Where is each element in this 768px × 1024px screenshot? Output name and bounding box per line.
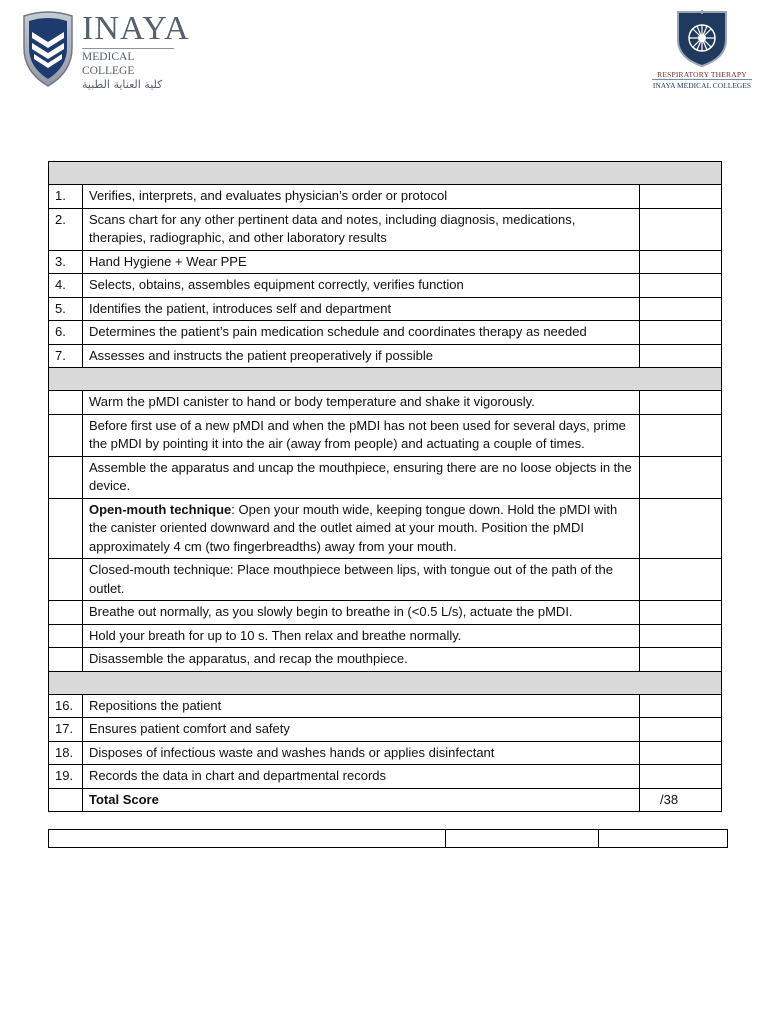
step-text: Closed-mouth technique: Place mouthpiece between lips, with tongue out of the path of the outlet. (83, 559, 640, 601)
table-row (49, 624, 722, 648)
table-row (49, 694, 722, 718)
step-number: 6. (49, 321, 83, 345)
score-cell[interactable] (640, 297, 722, 321)
table-row (49, 765, 722, 789)
section-header-row (49, 368, 722, 391)
step-text: Breathe out normally, as you slowly begin to breathe in (<0.5 L/s), actuate the pMDI. (83, 601, 640, 625)
total-score-row (49, 788, 722, 812)
step-number: 1. (49, 185, 83, 209)
logo-caption-1: RESPIRATORY THERAPY (657, 70, 747, 79)
score-cell[interactable] (640, 741, 722, 765)
step-text: Disassemble the apparatus, and recap the mouthpiece. (83, 648, 640, 672)
score-cell[interactable] (640, 250, 722, 274)
step-number: 18. (49, 741, 83, 765)
logo-name: INAYA (82, 10, 190, 47)
shield-emblem-icon (20, 10, 76, 88)
table-row (49, 274, 722, 298)
signature-cell-middle[interactable] (446, 830, 599, 848)
step-text (83, 498, 640, 559)
table-row (49, 185, 722, 209)
signature-cell-right[interactable] (599, 830, 728, 848)
step-number (49, 559, 83, 601)
step-number (49, 648, 83, 672)
score-cell[interactable] (640, 718, 722, 742)
step-number: 16. (49, 694, 83, 718)
table-row (49, 601, 722, 625)
table-row (49, 321, 722, 345)
score-cell[interactable] (640, 765, 722, 789)
signature-cell-name[interactable] (49, 830, 446, 848)
score-cell[interactable] (640, 694, 722, 718)
score-cell[interactable] (640, 624, 722, 648)
table-row (49, 718, 722, 742)
section-header-row (49, 162, 722, 185)
step-text: Identifies the patient, introduces self and department (83, 297, 640, 321)
score-cell[interactable] (640, 344, 722, 368)
step-text: Records the data in chart and departmental records (83, 765, 640, 789)
score-cell[interactable] (640, 456, 722, 498)
step-text: Selects, obtains, assembles equipment correctly, verifies function (83, 274, 640, 298)
respiratory-therapy-logo (652, 8, 752, 98)
step-number: 5. (49, 297, 83, 321)
step-text: Assemble the apparatus and uncap the mouthpiece, ensuring there are no loose objects in the device. (83, 456, 640, 498)
step-text: Repositions the patient (83, 694, 640, 718)
logo-arabic: كلية العناية الطبية (82, 78, 163, 91)
step-number: 3. (49, 250, 83, 274)
step-text: Disposes of infectious waste and washes hands or applies disinfectant (83, 741, 640, 765)
score-cell[interactable] (640, 414, 722, 456)
score-cell[interactable] (640, 559, 722, 601)
table-row (49, 456, 722, 498)
step-number (49, 391, 83, 415)
logo-caption-2: INAYA MEDICAL COLLEGES (652, 81, 752, 90)
score-cell[interactable] (640, 185, 722, 209)
step-number (49, 601, 83, 625)
total-score-value: /38 (640, 788, 722, 812)
table-row (49, 498, 722, 559)
table-row (49, 559, 722, 601)
signature-table (48, 829, 728, 848)
step-number (49, 414, 83, 456)
procedure-checklist-table (48, 161, 722, 812)
table-row (49, 391, 722, 415)
inaya-medical-college-logo (20, 10, 190, 90)
step-text: Determines the patient’s pain medication schedule and coordinates therapy as needed (83, 321, 640, 345)
score-cell[interactable] (640, 321, 722, 345)
step-bold-label: Open-mouth technique (89, 501, 232, 517)
table-row (49, 208, 722, 250)
step-text: Hand Hygiene + Wear PPE (83, 250, 640, 274)
score-cell[interactable] (640, 391, 722, 415)
step-text: Hold your breath for up to 10 s. Then relax and breathe normally. (83, 624, 640, 648)
score-cell[interactable] (640, 601, 722, 625)
score-cell[interactable] (640, 208, 722, 250)
score-cell[interactable] (640, 274, 722, 298)
table-row (49, 741, 722, 765)
step-text-rest: : Open your mouth wide, keeping tongue down. Hold the pMDI with the canister oriented downward and the outlet aimed at your mouth. Position the pMDI approximately 4 cm (two fingerbreadths) away from your mouth. (89, 501, 618, 554)
total-score-label: Total Score (83, 788, 640, 812)
step-number (49, 498, 83, 559)
table-row (49, 414, 722, 456)
step-number: 17. (49, 718, 83, 742)
table-row (49, 297, 722, 321)
step-text: Before first use of a new pMDI and when the pMDI has not been used for several days, prime the pMDI by pointing it into the air (away from people) and actuating a couple of times. (83, 414, 640, 456)
step-text: Ensures patient comfort and safety (83, 718, 640, 742)
table-row (49, 250, 722, 274)
table-row (49, 344, 722, 368)
logo-subtitle: MEDICAL COLLEGE (82, 48, 174, 78)
step-text: Warm the pMDI canister to hand or body temperature and shake it vigorously. (83, 391, 640, 415)
step-number: 4. (49, 274, 83, 298)
step-text: Scans chart for any other pertinent data and notes, including diagnosis, medications, therapies, radiographic, and other laboratory results (83, 208, 640, 250)
step-number (49, 624, 83, 648)
step-number (49, 456, 83, 498)
respiratory-crest-icon (675, 8, 729, 68)
step-number: 7. (49, 344, 83, 368)
score-cell[interactable] (640, 648, 722, 672)
section-header-row (49, 671, 722, 694)
step-text: Verifies, interprets, and evaluates physician’s order or protocol (83, 185, 640, 209)
step-number: 2. (49, 208, 83, 250)
table-row (49, 648, 722, 672)
step-number: 19. (49, 765, 83, 789)
score-cell[interactable] (640, 498, 722, 559)
step-text: Assesses and instructs the patient preoperatively if possible (83, 344, 640, 368)
